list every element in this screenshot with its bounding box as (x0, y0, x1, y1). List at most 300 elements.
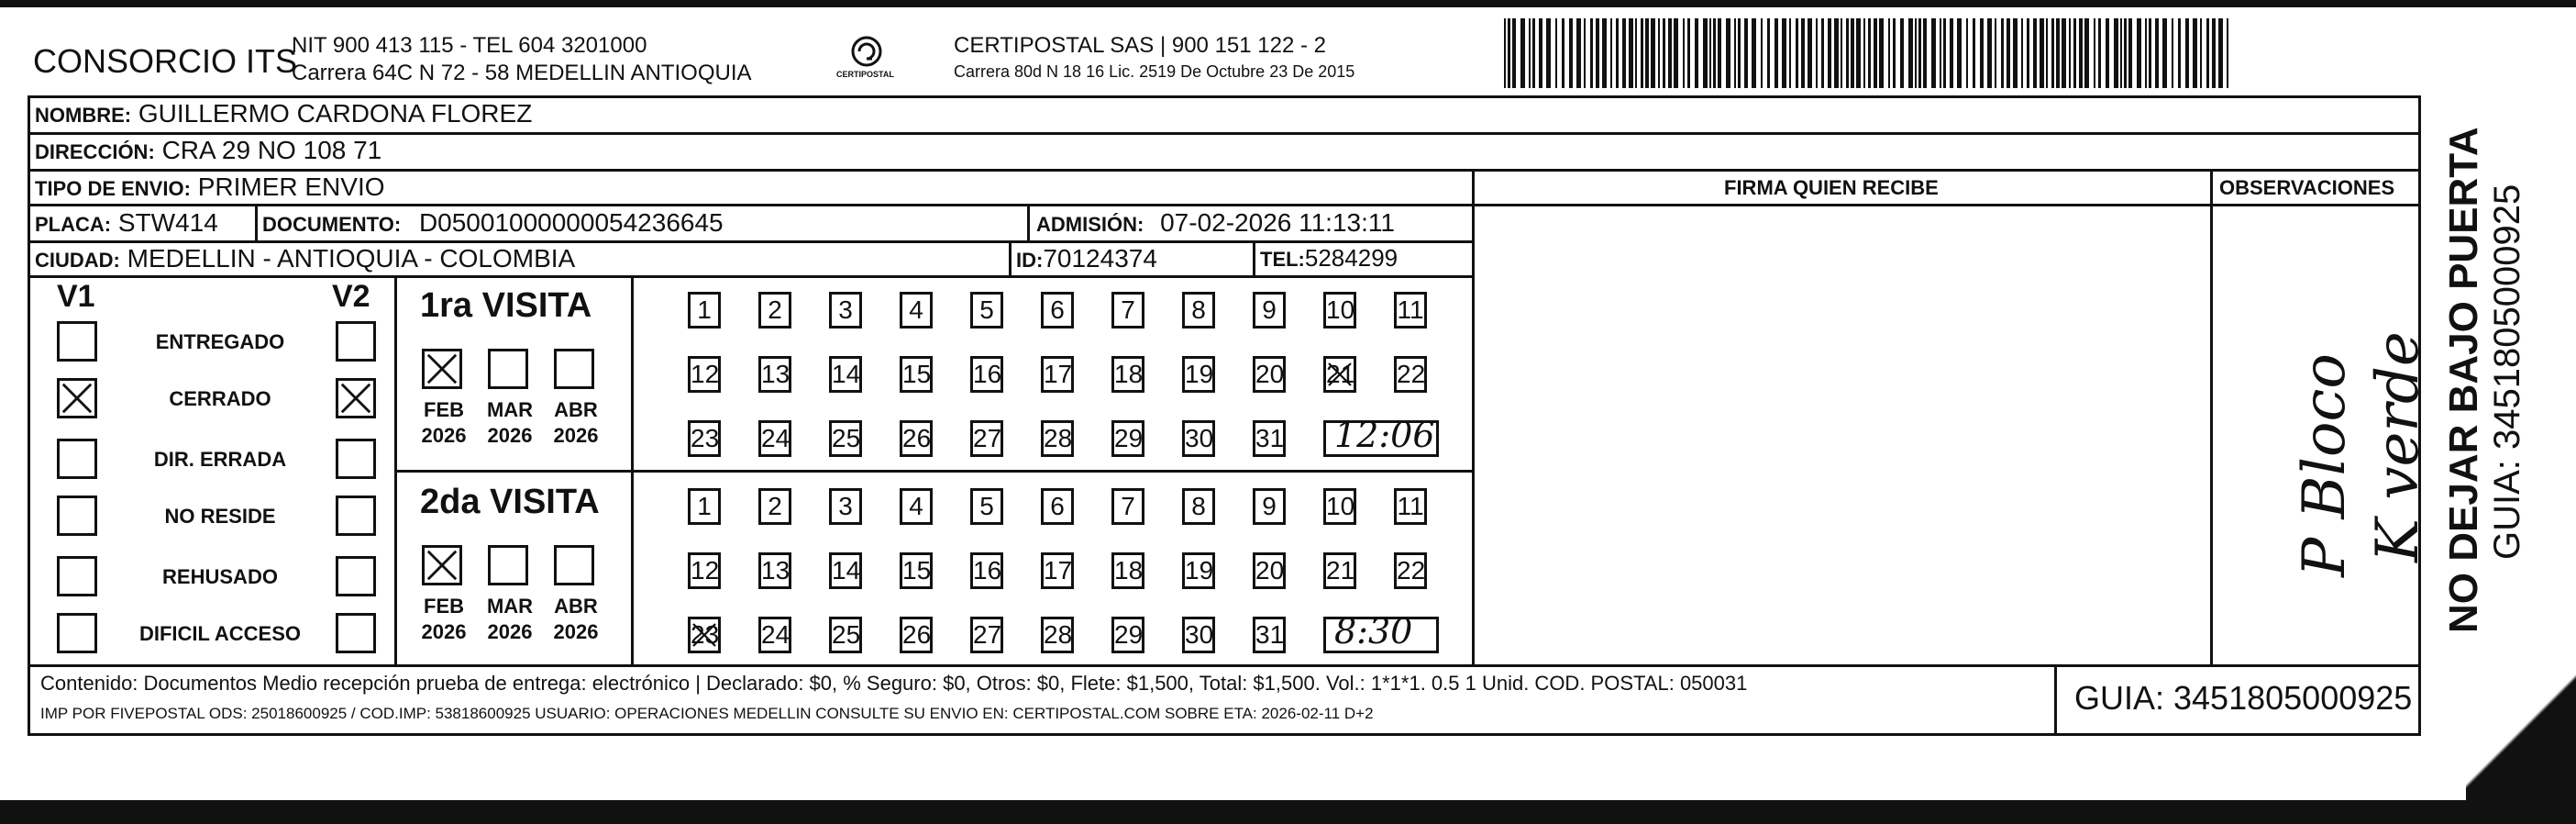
v1-checkbox-cerrado[interactable] (57, 378, 97, 418)
day-box-9[interactable] (1253, 488, 1286, 525)
year-label: 2026 (553, 620, 599, 643)
tipo-envio-value: PRIMER ENVIO (197, 173, 385, 201)
tipo-envio-label: TIPO DE ENVIO: (35, 177, 191, 200)
year-label: 2026 (553, 424, 599, 447)
day-number: 14 (832, 556, 861, 585)
documento-label: DOCUMENTO: (262, 213, 402, 236)
day-box-15[interactable] (900, 356, 933, 393)
barcode-bar (1668, 18, 1672, 88)
day-number: 11 (1397, 492, 1424, 520)
barcode (1504, 18, 2238, 88)
check-mark-icon (425, 351, 459, 386)
day-box-30[interactable] (1182, 617, 1215, 653)
barcode-bar (1576, 18, 1581, 88)
month-checkbox-feb[interactable] (422, 349, 462, 389)
barcode-bar (1616, 18, 1619, 88)
barcode-bar (1995, 18, 1996, 88)
day-box-28[interactable] (1041, 617, 1074, 653)
day-box-12[interactable] (688, 356, 721, 393)
day-number: 27 (973, 424, 1002, 452)
barcode-bar (1555, 18, 1557, 88)
barcode-bar (1918, 18, 1921, 88)
ciudad-field (35, 244, 575, 273)
tipo-envio-field (35, 173, 385, 202)
day-number: 24 (761, 620, 790, 649)
day-number: 8 (1191, 492, 1206, 520)
day-number: 9 (1262, 492, 1277, 520)
day-number: 25 (832, 424, 861, 452)
day-number: 17 (1044, 556, 1073, 585)
barcode-bar (1796, 18, 1798, 88)
barcode-bar (1651, 18, 1655, 88)
day-box-19[interactable] (1182, 356, 1215, 393)
day-box-4[interactable] (900, 292, 933, 328)
barcode-bar (2172, 18, 2173, 88)
barcode-bar (1856, 18, 1861, 88)
handwritten-time: 12:06 (1334, 415, 1435, 455)
day-box-26[interactable] (900, 420, 933, 457)
day-number: 2 (768, 492, 782, 520)
nombre-value: GUILLERMO CARDONA FLOREZ (138, 99, 533, 128)
day-box-10[interactable] (1323, 488, 1356, 525)
day-number: 14 (832, 360, 861, 388)
barcode-bar (1658, 18, 1660, 88)
year-label: 2026 (421, 620, 467, 643)
day-box-31[interactable] (1253, 420, 1286, 457)
barcode-bar (2106, 18, 2109, 88)
side-guia: GUIA: 3451805000925 (2487, 184, 2527, 560)
barcode-bar (1923, 18, 1927, 88)
scan-corner-shadow (2466, 661, 2576, 807)
day-box-6[interactable] (1041, 488, 1074, 525)
barcode-bar (1734, 18, 1736, 88)
barcode-bar (1821, 18, 1824, 88)
barcode-bar (2056, 18, 2060, 88)
barcode-bar (2200, 18, 2202, 88)
company-nit: NIT 900 413 115 - TEL 604 3201000 (292, 33, 647, 58)
barcode-bar (1789, 18, 1791, 88)
direccion-label: DIRECCIÓN: (35, 140, 155, 163)
v2-header: V2 (332, 279, 370, 314)
day-number: 2 (768, 295, 782, 324)
day-number: 16 (973, 360, 1002, 388)
barcode-bar (2073, 18, 2076, 88)
day-number: 17 (1044, 360, 1073, 388)
row-divider-columns (1472, 204, 2421, 206)
day-number: 16 (973, 556, 1002, 585)
day-box-15[interactable] (900, 552, 933, 589)
barcode-bar (1943, 18, 1946, 88)
barcode-bar (2128, 18, 2132, 88)
day-box-31[interactable] (1253, 617, 1286, 653)
day-box-23[interactable] (688, 420, 721, 457)
placa-field (35, 208, 218, 238)
barcode-bar (1713, 18, 1716, 88)
day-number: 31 (1255, 620, 1285, 649)
day-number: 11 (1397, 295, 1424, 324)
day-number: 10 (1326, 492, 1355, 520)
handwritten-time: 8:30 (1334, 611, 1413, 651)
day-number: 1 (697, 492, 712, 520)
day-box-26[interactable] (900, 617, 933, 653)
day-number: 30 (1185, 620, 1214, 649)
day-number: 26 (902, 620, 932, 649)
barcode-bar (1674, 18, 1678, 88)
id-value: 70124374 (1043, 244, 1157, 273)
barcode-bar (2007, 18, 2010, 88)
day-box-2[interactable] (758, 488, 791, 525)
observaciones-handwriting-2: K verde (2364, 331, 2432, 562)
day-box-14[interactable] (829, 356, 862, 393)
v1-checkbox-no-reside[interactable] (57, 496, 97, 536)
firma-header: FIRMA QUIEN RECIBE (1724, 176, 1939, 199)
placa-label: PLACA: (35, 213, 112, 236)
barcode-bar (1641, 18, 1643, 88)
barcode-bar (1767, 18, 1770, 88)
day-box-10[interactable] (1323, 292, 1356, 328)
admision-value: 07-02-2026 11:13:11 (1160, 208, 1395, 237)
barcode-bar (1863, 18, 1865, 88)
day-number: 19 (1185, 556, 1214, 585)
day-number: 13 (761, 360, 790, 388)
day-box-11[interactable] (1394, 488, 1427, 525)
barcode-bar (2218, 18, 2223, 88)
v2-checkbox-no-reside[interactable] (336, 496, 376, 536)
footer-top-border (28, 664, 2421, 667)
barcode-bar (2155, 18, 2159, 88)
day-number: 25 (832, 620, 861, 649)
barcode-bar (1590, 18, 1593, 88)
barcode-bar (1610, 18, 1612, 88)
barcode-bar (1539, 18, 1542, 88)
row-divider-3 (28, 204, 1472, 206)
day-number: 22 (1397, 556, 1426, 585)
day-box-28[interactable] (1041, 420, 1074, 457)
tel-field (1260, 244, 1398, 273)
day-box-13[interactable] (758, 356, 791, 393)
day-box-21[interactable] (1323, 552, 1356, 589)
day-box-19[interactable] (1182, 552, 1215, 589)
day-number: 7 (1121, 492, 1135, 520)
v2-checkbox-dificil-acceso[interactable] (336, 613, 376, 653)
day-number: 21 (1326, 556, 1355, 585)
barcode-bar (1738, 18, 1741, 88)
barcode-bar (1874, 18, 1877, 88)
month-label: FEB (424, 595, 464, 618)
day-number: 5 (979, 295, 994, 324)
day-box-30[interactable] (1182, 420, 1215, 457)
tel-value: 5284299 (1304, 244, 1399, 272)
no-dejar-bajo-puerta: NO DEJAR BAJO PUERTA (2441, 127, 2486, 633)
barcode-bar (1695, 18, 1698, 88)
status-label: DIFICIL ACCESO (138, 622, 301, 645)
day-number: 9 (1262, 295, 1277, 324)
barcode-bar (1703, 18, 1708, 88)
barcode-bar (2027, 18, 2029, 88)
barcode-bar (2084, 18, 2089, 88)
certipostal-logo (835, 33, 899, 88)
documento-value: D05001000000054236645 (418, 208, 724, 237)
documento-field (262, 208, 724, 238)
day-box-7[interactable] (1111, 292, 1144, 328)
day-box-12[interactable] (688, 552, 721, 589)
year-label: 2026 (421, 424, 467, 447)
company-name: CONSORCIO ITS (33, 42, 298, 80)
month-label: ABR (554, 595, 598, 618)
v2-checkbox-rehusado[interactable] (336, 556, 376, 596)
day-number: 21 (1326, 360, 1355, 388)
barcode-bar (2145, 18, 2147, 88)
barcode-bar (2051, 18, 2054, 88)
month-label: ABR (554, 398, 598, 421)
footer-imp: IMP POR FIVEPOSTAL ODS: 25018600925 / COD.IMP: 53818600925 USUARIO: OPERACIONES MEDELLIN CONSULTE SU ENVIO EN: CERTIPOSTAL.COM SOBRE ETA: 2026-02-11 D+2 (40, 705, 1374, 722)
month-label: FEB (424, 398, 464, 421)
courier-address: Carrera 80d N 18 16 Lic. 2519 De Octubre 23 De 2015 (954, 62, 1355, 81)
day-box-27[interactable] (970, 617, 1003, 653)
barcode-bar (1828, 18, 1831, 88)
barcode-bar (1888, 18, 1890, 88)
status-label: NO RESIDE (164, 505, 276, 528)
day-box-6[interactable] (1041, 292, 1074, 328)
day-number: 8 (1191, 295, 1206, 324)
day-box-9[interactable] (1253, 292, 1286, 328)
day-box-18[interactable] (1111, 552, 1144, 589)
day-box-24[interactable] (758, 420, 791, 457)
day-number: 7 (1121, 295, 1135, 324)
barcode-bar (1622, 18, 1626, 88)
barcode-bar (2193, 18, 2197, 88)
day-mark-icon (1326, 359, 1354, 390)
v2-checkbox-dir-errada[interactable] (336, 439, 376, 479)
barcode-bar (1966, 18, 1968, 88)
scan-bottom-edge (0, 800, 2576, 824)
day-number: 28 (1044, 620, 1073, 649)
barcode-bar (2079, 18, 2083, 88)
admision-divider (1027, 206, 1030, 240)
barcode-bar (2185, 18, 2189, 88)
barcode-bar (1931, 18, 1936, 88)
barcode-bar (1718, 18, 1721, 88)
certipostal-logo-icon (835, 33, 899, 88)
barcode-bar (1512, 18, 1516, 88)
day-number: 22 (1397, 360, 1426, 388)
day-number: 29 (1114, 424, 1144, 452)
day-number: 23 (691, 424, 720, 452)
day-box-18[interactable] (1111, 356, 1144, 393)
day-box-29[interactable] (1111, 617, 1144, 653)
day-box-22[interactable] (1394, 552, 1427, 589)
day-number: 23 (691, 620, 720, 649)
company-address: Carrera 64C N 72 - 58 MEDELLIN ANTIOQUIA (292, 61, 752, 85)
day-number: 12 (691, 556, 720, 585)
form-frame (28, 95, 2421, 736)
day-box-22[interactable] (1394, 356, 1427, 393)
day-number: 13 (761, 556, 790, 585)
day-box-17[interactable] (1041, 356, 1074, 393)
day-box-8[interactable] (1182, 488, 1215, 525)
barcode-bar (2227, 18, 2228, 88)
barcode-bar (1645, 18, 1649, 88)
barcode-bar (1868, 18, 1871, 88)
day-box-2[interactable] (758, 292, 791, 328)
ciudad-label: CIUDAD: (35, 249, 120, 272)
day-box-7[interactable] (1111, 488, 1144, 525)
year-label: 2026 (487, 424, 533, 447)
day-number: 27 (973, 620, 1002, 649)
day-number: 4 (909, 492, 923, 520)
barcode-bar (1774, 18, 1778, 88)
direccion-field (35, 136, 381, 165)
day-number: 4 (909, 295, 923, 324)
barcode-bar (1529, 18, 1531, 88)
barcode-bar (1602, 18, 1607, 88)
month-checkbox-abr[interactable] (554, 349, 594, 389)
observaciones-left-border (2210, 169, 2213, 666)
day-number: 28 (1044, 424, 1073, 452)
day-box-13[interactable] (758, 552, 791, 589)
v1-checkbox-dir-errada[interactable] (57, 439, 97, 479)
day-number: 1 (697, 295, 712, 324)
barcode-bar (2021, 18, 2023, 88)
id-field (1016, 244, 1157, 273)
nombre-label: NOMBRE: (35, 104, 132, 127)
day-number: 6 (1050, 295, 1065, 324)
direccion-value: CRA 29 NO 108 71 (161, 136, 382, 164)
day-box-3[interactable] (829, 292, 862, 328)
barcode-bar (1752, 18, 1756, 88)
visit-row-divider (394, 470, 1472, 473)
day-box-25[interactable] (829, 617, 862, 653)
day-number: 12 (691, 360, 720, 388)
footer-contenido: Contenido: Documentos Medio recepción prueba de entrega: electrónico | Declarado: $0, % Seguro: $0, Otros: $0, Flete: $1,500, Total: $1,500. Vol.: 1*1*1. 0.5 1 Unid. COD. POSTAL: 050031 (40, 672, 1748, 695)
barcode-bar (1744, 18, 1748, 88)
barcode-bar (2069, 18, 2071, 88)
month-checkbox-mar[interactable] (488, 545, 528, 585)
barcode-bar (2212, 18, 2216, 88)
v1-checkbox-rehusado[interactable] (57, 556, 97, 596)
day-number: 18 (1114, 556, 1144, 585)
day-box-29[interactable] (1111, 420, 1144, 457)
barcode-bar (1683, 18, 1685, 88)
v2-checkbox-cerrado[interactable] (336, 378, 376, 418)
barcode-bar (2149, 18, 2151, 88)
month-checkbox-abr[interactable] (554, 545, 594, 585)
status-label: ENTREGADO (155, 330, 285, 353)
day-number: 6 (1050, 492, 1065, 520)
row-divider-2 (28, 169, 2421, 172)
barcode-bar (1709, 18, 1711, 88)
day-box-16[interactable] (970, 552, 1003, 589)
day-number: 20 (1255, 556, 1285, 585)
day-box-5[interactable] (970, 292, 1003, 328)
day-box-3[interactable] (829, 488, 862, 525)
barcode-bar (2178, 18, 2181, 88)
day-box-1[interactable] (688, 292, 721, 328)
month-checkbox-mar[interactable] (488, 349, 528, 389)
barcode-bar (1841, 18, 1842, 88)
firma-left-border (1472, 169, 1475, 666)
observaciones-handwriting-1: P Bloco (2291, 353, 2359, 577)
day-box-20[interactable] (1253, 356, 1286, 393)
courier-line: CERTIPOSTAL SAS | 900 151 122 - 2 (954, 33, 1326, 58)
day-mark-icon (691, 619, 718, 651)
barcode-bar (2114, 18, 2118, 88)
day-box-24[interactable] (758, 617, 791, 653)
day-number: 29 (1114, 620, 1144, 649)
barcode-bar (1940, 18, 1941, 88)
month-label: MAR (486, 595, 534, 618)
year-label: 2026 (487, 620, 533, 643)
day-box-23[interactable] (688, 617, 721, 653)
day-number: 20 (1255, 360, 1285, 388)
barcode-bar (1726, 18, 1730, 88)
barcode-bar (1635, 18, 1637, 88)
day-box-21[interactable] (1323, 356, 1356, 393)
barcode-bar (1596, 18, 1599, 88)
barcode-bar (1893, 18, 1896, 88)
barcode-bar (1900, 18, 1904, 88)
barcode-bar (2094, 18, 2095, 88)
check-mark-icon (60, 381, 94, 416)
barcode-bar (2124, 18, 2127, 88)
day-number: 3 (838, 492, 853, 520)
barcode-bar (2098, 18, 2101, 88)
barcode-bar (1761, 18, 1763, 88)
barcode-bar (1782, 18, 1786, 88)
barcode-bar (1879, 18, 1884, 88)
barcode-bar (2062, 18, 2066, 88)
barcode-bar (1504, 18, 1506, 88)
barcode-bar (1908, 18, 1913, 88)
barcode-bar (1834, 18, 1839, 88)
barcode-bar (1629, 18, 1633, 88)
day-box-25[interactable] (829, 420, 862, 457)
day-box-16[interactable] (970, 356, 1003, 393)
status-label: DIR. ERRADA (153, 448, 287, 471)
barcode-bar (1973, 18, 1975, 88)
barcode-bar (1687, 18, 1690, 88)
barcode-bar (1846, 18, 1849, 88)
row-divider-5 (28, 275, 1472, 278)
day-box-4[interactable] (900, 488, 933, 525)
day-number: 15 (902, 360, 932, 388)
barcode-bar (1569, 18, 1573, 88)
tel-divider (1253, 242, 1255, 275)
month-checkbox-feb[interactable] (422, 545, 462, 585)
v1-checkbox-entregado[interactable] (57, 321, 97, 362)
observaciones-header: OBSERVACIONES (2219, 176, 2395, 199)
day-box-1[interactable] (688, 488, 721, 525)
barcode-bar (1851, 18, 1854, 88)
day-box-27[interactable] (970, 420, 1003, 457)
day-box-20[interactable] (1253, 552, 1286, 589)
barcode-bar (2040, 18, 2044, 88)
check-mark-icon (425, 548, 459, 583)
admision-label: ADMISIÓN: (1036, 213, 1144, 236)
barcode-bar (1532, 18, 1535, 88)
barcode-bar (1562, 18, 1564, 88)
day-box-8[interactable] (1182, 292, 1215, 328)
day-box-11[interactable] (1394, 292, 1427, 328)
day-box-5[interactable] (970, 488, 1003, 525)
v1-checkbox-dificil-acceso[interactable] (57, 613, 97, 653)
barcode-bar (2120, 18, 2122, 88)
v2-checkbox-entregado[interactable] (336, 321, 376, 362)
check-mark-icon (338, 381, 373, 416)
day-box-14[interactable] (829, 552, 862, 589)
barcode-bar (2137, 18, 2141, 88)
day-box-17[interactable] (1041, 552, 1074, 589)
